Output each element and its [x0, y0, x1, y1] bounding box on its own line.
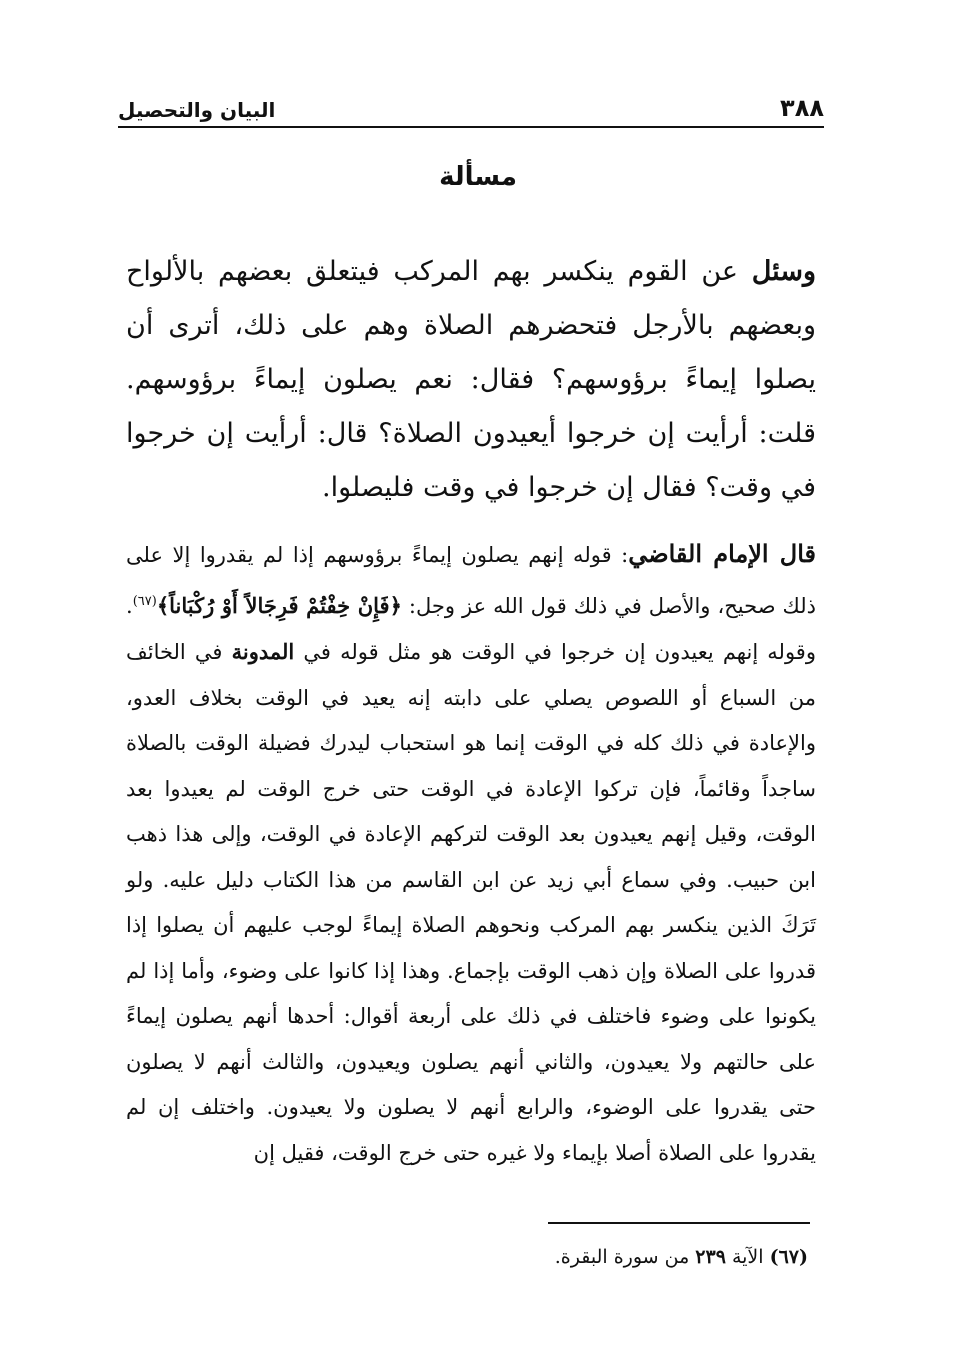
footnote: [555, 1242, 808, 1272]
question-lead: وسئل: [751, 256, 816, 287]
footnote-number: (٦٧): [769, 1246, 808, 1268]
footnote-text-after: من سورة البقرة.: [554, 1246, 696, 1268]
page-number: ٣٨٨: [780, 94, 824, 122]
commentary-lead: قال الإمام القاضي: [628, 539, 817, 568]
book-name: المدونة: [231, 639, 295, 664]
commentary-text-3: في الخائف من السباع أو اللصوص يصلي على دابته إنه يعيد في الوقت بخلاف العدو، والإعادة في ذلك كله في الوقت إنما هو استحباب ليدرك فضيلة الوقت بالصلاة ساجداً وقائماً، فإن تركوا الإعادة في الوقت حتى خرج الوقت لم يعيدوا بعد الوقت، وقيل إنهم يعيدون بعد الوقت لتركهم الإعادة في الوقت، وإلى هذا ذهب ابن حبيب. وفي سماع أبي زيد عن ابن القاسم من هذا الكتاب دليل عليه. ولو تَرَكَ الذين ينكسر بهم المركب ونحوهم الصلاة إيماءً لوجب عليهم أن يصلوا إذا قدروا على الصلاة وإن ذهب الوقت بإجماع. وهذا إذا كانوا على وضوء، وأما إذا لم يكونوا على وضوء فاختلف في ذلك على أربعة أقوال: أحدها أنهم يصلون إيماءً على حالتهم ولا يعيدون، والثاني أنهم يصلون ويعيدون، والثالث أنهم لا يصلون حتى يقدروا على الوضوء، والرابع أنهم لا يصلون ولا يعيدون. واختلف إن لم يقدروا على الصلاة أصلا بإيماء ولا غيره حتى خرج الوقت، فقيل إن: [126, 640, 816, 1165]
commentary-paragraph: [126, 531, 816, 1176]
commentary-text-2: . وقوله إنهم يعيدون إن خرجوا في الوقت هو مثل قوله في: [126, 593, 816, 664]
quran-quote: ﴿فَإِنْ خِفْتُمْ فَرِجَالاً أَوْ رُكْبَاناً﴾: [156, 592, 402, 618]
footnote-reference: (٦٧): [132, 593, 157, 609]
footnote-verse-number: ٢٣٩: [695, 1246, 726, 1268]
section-title: مسألة: [439, 162, 517, 192]
page-header: [118, 86, 824, 128]
commentary-text-1: : قوله إنهم يصلون إيماءً برؤوسهم إذا لم يقدروا إلا على ذلك صحيح، والأصل في ذلك قول الله عز وجل:: [126, 543, 816, 618]
running-title: البيان والتحصيل: [118, 98, 276, 122]
footnote-divider: [548, 1222, 810, 1224]
question-text: عن القوم ينكسر بهم المركب فيتعلق بعضهم بالألواح وبعضهم بالأرجل فتحضرهم الصلاة وهم على ذلك، أترى أن يصلوا إيماءً برؤوسهم؟ فقال: نعم يصلون إيماءً برؤوسهم. قلت: أرأيت إن خرجوا أيعيدون الصلاة؟ قال: أرأيت إن خرجوا في وقت؟ فقال إن خرجوا في وقت فليصلوا.: [126, 256, 816, 503]
footnote-text-before: الآية: [725, 1246, 770, 1268]
question-paragraph: [126, 245, 816, 515]
